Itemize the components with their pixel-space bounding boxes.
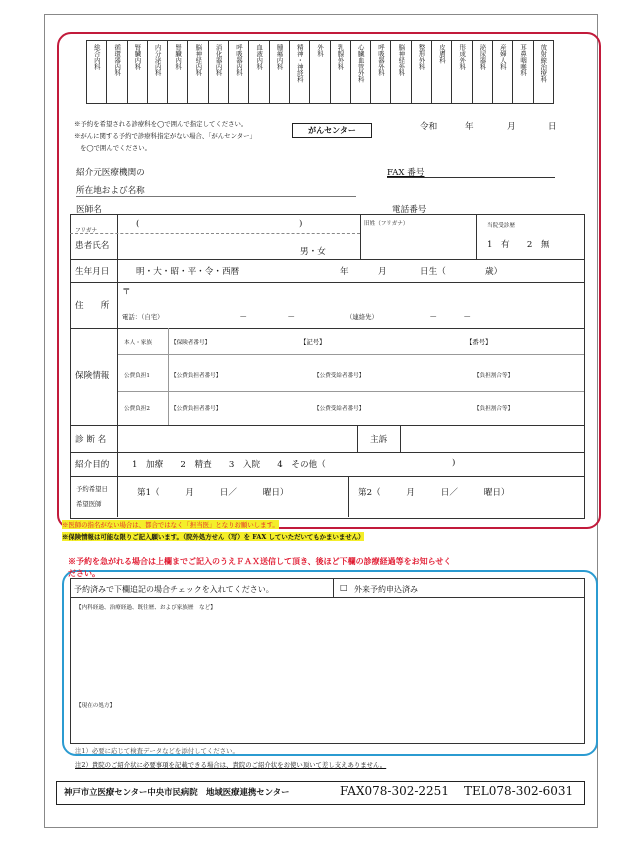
insurer-number-label: 【保険者番号】 — [171, 340, 211, 346]
department-option[interactable] — [310, 41, 330, 103]
dept-note-2: ※がんに関する予約で診療科指定がない場合、「がんセンター」 — [74, 132, 256, 140]
visit-history-label: 当院受診歴 — [487, 223, 515, 229]
footer-tel: TEL078-302-6031 — [464, 784, 574, 798]
department-selector — [86, 40, 554, 104]
row-line — [70, 597, 584, 598]
row-line — [117, 354, 584, 355]
department-label: 呼吸器外科 — [377, 44, 385, 76]
row-line — [117, 391, 584, 392]
row-line — [70, 452, 584, 453]
date-year: 年 — [465, 122, 474, 132]
referrer-address-label: 所在地および名称 — [76, 186, 145, 196]
notice-insurance: ※保険情報は可能な限りご記入願います。（院外処方せん（写）を FAX していただいてもかまいません） — [62, 533, 365, 541]
row-line — [70, 425, 584, 426]
date-era: 令和 — [420, 122, 438, 132]
public-payer-2: 【公費負担者番号】 — [171, 406, 222, 412]
col-line — [476, 214, 477, 259]
dob-month: 月 — [378, 267, 387, 277]
department-option[interactable] — [87, 41, 107, 103]
insurance-label: 保険情報 — [75, 371, 110, 381]
department-option[interactable] — [473, 41, 493, 103]
department-label: 血液内科 — [255, 44, 264, 70]
sex-selector[interactable]: 男・女 — [300, 247, 326, 257]
address-underline — [76, 196, 356, 197]
dob-year: 年 — [340, 267, 349, 277]
dept-note-3: を◯で囲んでください。 — [80, 144, 152, 152]
furigana-line — [70, 233, 360, 234]
referrer-fax-label: FAX 番号 — [387, 168, 425, 178]
row-line — [70, 328, 584, 329]
department-label: 整形外科 — [417, 44, 426, 70]
date-day: 日 — [548, 122, 557, 132]
dob-label: 生年月日 — [75, 267, 110, 277]
visit-history-options[interactable]: 1 有 2 無 — [487, 240, 550, 250]
doctor-preference-label: 希望医師 — [76, 500, 102, 508]
appointment-label: 予約希望日 — [76, 485, 108, 493]
col-line — [333, 578, 334, 597]
public-funding-2-label: 公費負担2 — [124, 406, 150, 412]
address-label: 住 所 — [75, 301, 110, 311]
dob-era-options[interactable]: 明・大・昭・平・令・西暦 — [136, 267, 240, 277]
name-paren-close: ) — [299, 219, 303, 229]
maiden-name-label: 旧姓（フリガナ） — [364, 221, 409, 227]
department-label: 放射線治療科 — [539, 44, 548, 83]
department-option[interactable] — [188, 41, 208, 103]
department-option[interactable] — [168, 41, 188, 103]
appointment-choice-2[interactable]: 第2（ 月 日／ 曜日） — [358, 488, 510, 498]
public-recipient-2: 【公費受給者番号】 — [314, 406, 365, 412]
department-label: 産婦人科 — [498, 44, 507, 70]
department-option[interactable] — [128, 41, 148, 103]
department-label: 呼吸器内科 — [234, 44, 243, 76]
public-ratio-2: 【負担割合等】 — [474, 406, 514, 412]
department-label: 乳腺外科 — [336, 44, 345, 70]
department-label: 循環器内科 — [113, 44, 122, 76]
clinical-history-field[interactable]: 【内科経過、治療経過、既往歴、および家族歴 など】 — [76, 605, 216, 611]
phone-dash: — — [240, 312, 247, 320]
postal-mark: 〒 — [122, 287, 131, 297]
appointment-choice-1[interactable]: 第1（ 月 日／ 曜日） — [137, 488, 289, 498]
cancer-center-option[interactable]: がんセンター — [292, 123, 372, 138]
department-option[interactable] — [391, 41, 411, 103]
department-label: 精神・神経科 — [295, 44, 304, 83]
dept-note-1: ※予約を希望される診療科を◯で囲んで指定してください。 — [74, 120, 248, 128]
insured-self-family[interactable]: 本人・家族 — [124, 340, 152, 346]
footnote-1: 注1）必要に応じて検査データなどを添付してください。 — [75, 747, 239, 755]
department-option[interactable] — [148, 41, 168, 103]
insurance-number-label: 【番号】 — [466, 338, 492, 346]
dob-day: 日生（ — [420, 267, 446, 277]
notice-urgent: ※予約を急がれる場合は上欄までご記入のうえＦＡＸ送信して頂き、後ほど下欄の診療経過等をお知らせく — [68, 556, 452, 566]
department-label: 脳神経外科 — [397, 44, 406, 76]
col-line — [360, 214, 361, 259]
chief-complaint-label: 主訴 — [370, 435, 388, 445]
referrer-institution-label: 紹介元医療機関の — [76, 168, 145, 178]
label-column-line — [117, 214, 118, 517]
department-label: 消化器内科 — [214, 44, 223, 76]
name-paren-open: ( — [136, 219, 140, 229]
referrer-doctor-label: 医師名 — [76, 205, 102, 215]
col-line — [168, 328, 169, 425]
department-label: 脳神経内科 — [194, 44, 203, 76]
department-option[interactable] — [371, 41, 391, 103]
department-label: 腫瘍内科 — [275, 44, 284, 70]
department-option[interactable] — [351, 41, 371, 103]
public-payer-1: 【公費負担者番号】 — [171, 373, 222, 379]
footer-hospital: 神戸市立医療センター中央市民病院 地域医療連携センター — [64, 787, 290, 797]
home-phone-label: 電話：（自宅） — [122, 313, 164, 321]
insurance-symbol-label: 【記号】 — [300, 338, 326, 346]
department-option[interactable] — [331, 41, 351, 103]
phone-dash: — — [464, 312, 471, 320]
department-label: 泌尿器科 — [478, 44, 487, 70]
department-label: 腎臓内科 — [133, 44, 142, 70]
department-option[interactable] — [534, 41, 553, 103]
outpatient-label: 外来予約申込済み — [354, 585, 418, 594]
footnote-2: 注2）貴院のご紹介状に必要事項を記載できる場合は、貴院のご紹介状をお使い頂いて差し支えありません。 — [75, 761, 387, 769]
department-label: 皮膚科 — [437, 44, 446, 64]
department-option[interactable] — [249, 41, 269, 103]
contact-phone-label: （連絡先） — [346, 313, 378, 321]
purpose-close: ) — [452, 458, 456, 468]
department-option[interactable] — [452, 41, 472, 103]
col-line — [400, 425, 401, 452]
department-label: 総合内科 — [92, 44, 101, 70]
department-label: 心臓血管外科 — [356, 44, 365, 83]
diagnosis-label: 診 断 名 — [75, 435, 107, 445]
department-label: 外科 — [316, 44, 325, 57]
department-label: 腎臓内科 — [174, 44, 183, 70]
notice-doctor: ※医師の指名がない場合は、都合ではなく「担当医」となりお願いします。 — [62, 521, 279, 529]
dob-age: 歳） — [485, 267, 503, 277]
row-line — [70, 259, 584, 260]
col-line — [348, 476, 349, 517]
phone-dash: — — [430, 312, 437, 320]
department-option[interactable] — [513, 41, 533, 103]
outpatient-checkbox[interactable]: □ — [340, 583, 348, 592]
department-option[interactable] — [107, 41, 127, 103]
department-option[interactable] — [209, 41, 229, 103]
row-line — [70, 476, 584, 477]
furigana-label: フリガナ — [75, 228, 98, 234]
referrer-tel-label: 電話番号 — [392, 205, 427, 215]
phone-dash: — — [288, 312, 295, 320]
public-recipient-1: 【公費受給者番号】 — [314, 373, 365, 379]
department-option[interactable] — [412, 41, 432, 103]
footer-fax: FAX078-302-2251 — [340, 784, 449, 798]
department-label: 形成外科 — [458, 44, 467, 70]
row-line — [70, 282, 584, 283]
department-label: 耳鼻咽喉科 — [519, 44, 528, 76]
fax-underline — [387, 177, 555, 178]
department-option[interactable] — [229, 41, 249, 103]
current-prescription-field[interactable]: 【現在の処方】 — [76, 703, 116, 709]
public-funding-1-label: 公費負担1 — [124, 373, 150, 379]
date-month: 月 — [507, 122, 516, 132]
patient-name-label: 患者氏名 — [75, 241, 110, 251]
purpose-options[interactable]: 1 加療 2 精査 3 入院 4 その他（ — [132, 460, 326, 470]
public-ratio-1: 【負担割合等】 — [474, 373, 514, 379]
notice-urgent-cont: ださい。 — [68, 568, 100, 578]
department-option[interactable] — [290, 41, 310, 103]
department-option[interactable] — [493, 41, 513, 103]
department-label: 内分泌内科 — [153, 44, 162, 76]
col-line — [357, 425, 358, 452]
department-option[interactable] — [432, 41, 452, 103]
purpose-label: 紹介目的 — [75, 460, 110, 470]
check-instruction: 予約済みで下欄追記の場合チェックを入れてください。 — [74, 585, 274, 594]
department-option[interactable] — [270, 41, 290, 103]
